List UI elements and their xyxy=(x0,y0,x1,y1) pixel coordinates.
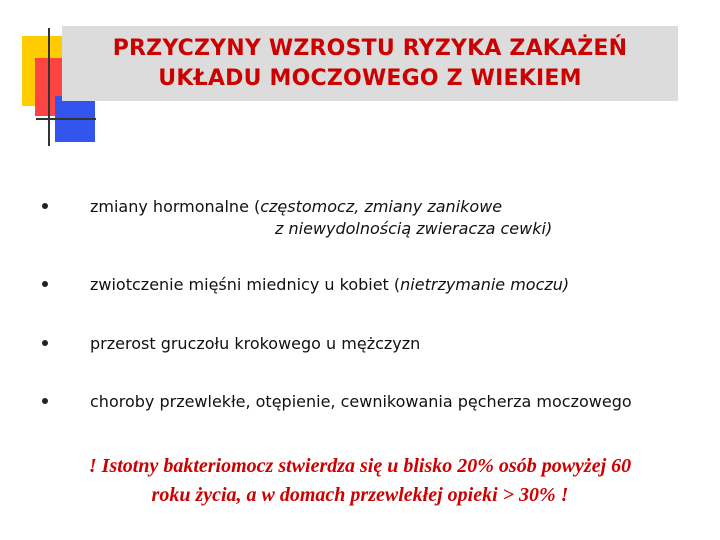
footer-line-2: roku życia, a w domach przewlekłej opieki > 30% ! xyxy=(151,484,569,506)
bullet-dot-icon xyxy=(42,340,48,346)
title-box xyxy=(62,26,678,101)
bullet-dot-icon xyxy=(42,398,48,404)
bullet-text: zwiotczenie mięśni miednicy u kobiet (nietrzymanie moczu) xyxy=(90,275,570,294)
footer-note xyxy=(20,452,700,510)
bullet-text: zmiany hormonalne (częstomocz, zmiany zanikowe z niewydolnością zwieracza cewki) xyxy=(90,197,553,238)
decorative-horizontal-line xyxy=(36,118,96,120)
title-line-1: PRZYCZYNY WZROSTU RYZYKA ZAKAŻEŃ xyxy=(112,35,628,61)
slide-title xyxy=(113,34,628,94)
decorative-vertical-line xyxy=(48,28,50,146)
bullet-dot-icon xyxy=(42,203,48,209)
footer-line-1: ! Istotny bakteriomocz stwierdza się u blisko 20% osób powyżej 60 xyxy=(88,455,632,477)
bullet-dot-icon xyxy=(42,281,48,287)
bullet-text: przerost gruczołu krokowego u mężczyzn xyxy=(90,334,421,353)
bullet-text: choroby przewlekłe, otępienie, cewnikowania pęcherza moczowego xyxy=(90,392,632,411)
title-line-2: UKŁADU MOCZOWEGO Z WIEKIEM xyxy=(158,65,582,91)
